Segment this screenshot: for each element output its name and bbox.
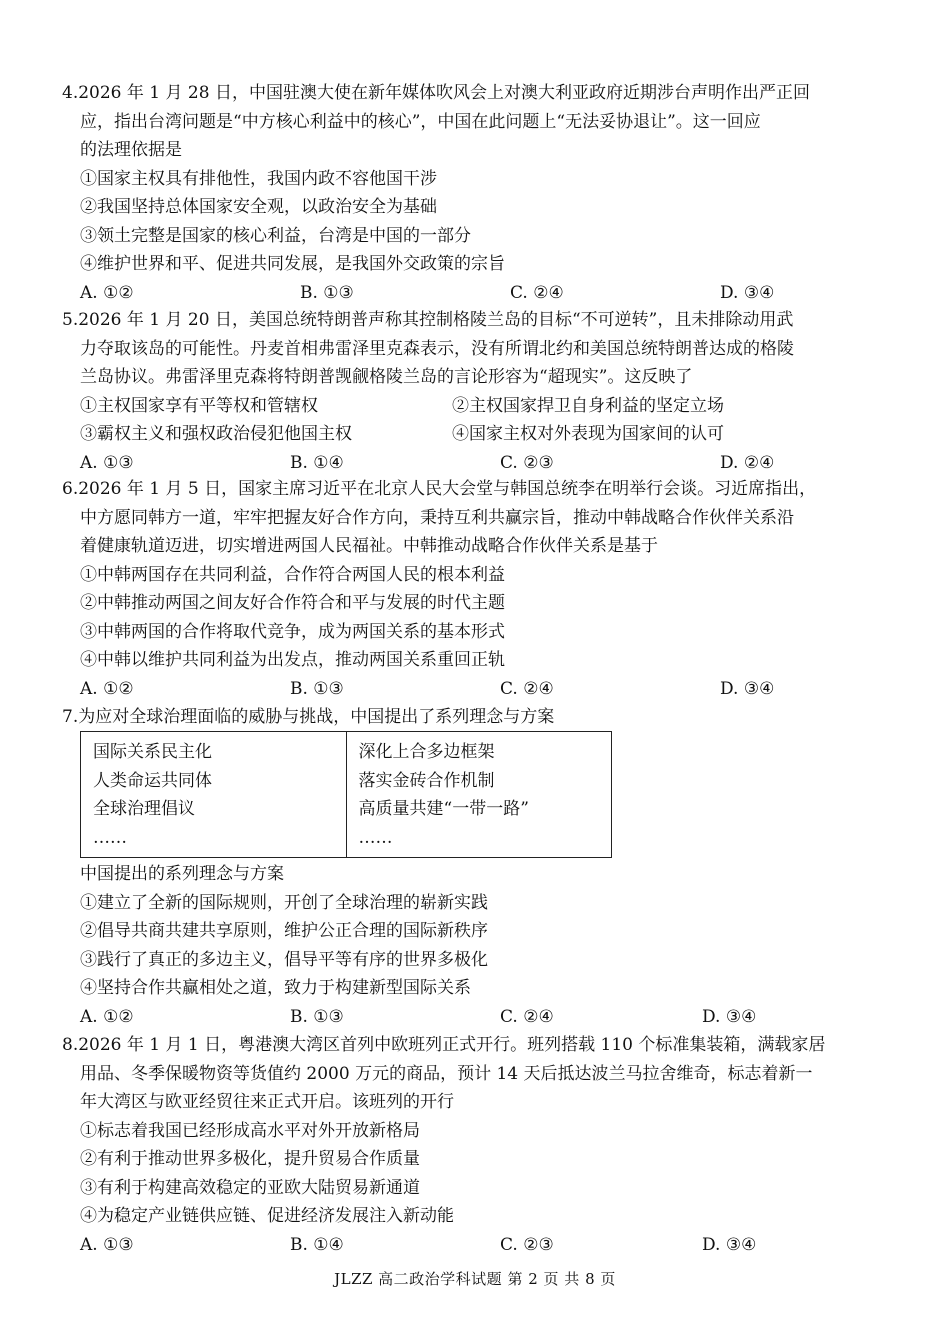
q4-stem-line: 应，指出台湾问题是“中方核心利益中的核心”，中国在此问题上“无法妥协退让”。这一回应: [80, 111, 761, 132]
q5-stem-line: 力夺取该岛的可能性。丹麦首相弗雷泽里克森表示，没有所谓北约和美国总统特朗普达成的格陵: [80, 338, 794, 359]
question-4: [62, 79, 892, 307]
q4-stem-line: 4.2026 年 1 月 28 日，中国驻澳大使在新年媒体吹风会上对澳大利亚政府近期涉台声明作出严正回: [62, 83, 810, 103]
q5-item: ④国家主权对外表现为国家间的认可: [452, 424, 724, 444]
q6-stem-line: 6.2026 年 1 月 5 日，国家主席习近平在北京人民大会堂与韩国总统李在明举行会谈。习近席指出，: [62, 479, 817, 499]
q4-option-a[interactable]: A. ①②: [80, 282, 134, 303]
q7-item: ②倡导共商共建共享原则，维护公正合理的国际新秩序: [80, 921, 488, 941]
q4-option-c[interactable]: C. ②④: [510, 282, 564, 303]
q8-stem-line: 用品、冬季保暖物资等货值约 2000 万元的商品，预计 14 天后抵达波兰马拉舍维奇，标志着新一: [80, 1063, 813, 1084]
q5-option-d[interactable]: D. ②④: [720, 452, 775, 473]
q7-stem: 7.为应对全球治理面临的威胁与挑战，中国提出了系列理念与方案: [62, 707, 555, 727]
question-7: [62, 703, 892, 732]
q6-stem-line: 中方愿同韩方一道，牢牢把握友好合作方向，秉持互利共赢宗旨，推动中韩战略合作伙伴关系沿: [80, 507, 794, 528]
q8-option-a[interactable]: A. ①③: [80, 1234, 134, 1255]
q4-option-b[interactable]: B. ①③: [300, 282, 354, 303]
q6-item: ④中韩以维护共同利益为出发点，推动两国关系重回正轨: [80, 650, 505, 670]
q4-option-d[interactable]: D. ③④: [720, 282, 775, 303]
q4-stem-line: 的法理依据是: [80, 140, 182, 160]
table-cell: 高质量共建“一带一路”: [358, 799, 529, 819]
q8-stem-line: 年大湾区与欧亚经贸往来正式开启。该班列的开行: [80, 1092, 454, 1112]
q7-table-right-column: [346, 732, 612, 857]
question-7-body: [62, 860, 892, 1031]
q7-concept-table: [80, 731, 612, 858]
q6-options: [62, 675, 892, 704]
q8-item: ③有利于构建高效稳定的亚欧大陆贸易新通道: [80, 1177, 420, 1198]
q8-options: [62, 1231, 892, 1260]
table-cell: ……: [358, 827, 393, 848]
q5-item: ①主权国家享有平等权和管辖权: [80, 395, 318, 416]
table-cell: 国际关系民主化: [93, 742, 212, 762]
q8-item: ①标志着我国已经形成高水平对外开放新格局: [80, 1120, 420, 1141]
question-5: [62, 306, 892, 477]
q7-option-d[interactable]: D. ③④: [702, 1006, 757, 1027]
q8-option-c[interactable]: C. ②③: [500, 1234, 554, 1255]
q4-options: [62, 279, 892, 308]
q5-options: [62, 449, 892, 478]
q4-item: ①国家主权具有排他性，我国内政不容他国干涉: [80, 168, 437, 189]
q5-stem-line: 5.2026 年 1 月 20 日，美国总统特朗普声称其控制格陵兰岛的目标“不可逆转”，且未排除动用武: [62, 310, 794, 330]
q8-stem-line: 8.2026 年 1 月 1 日，粤港澳大湾区首列中欧班列正式开行。班列搭载 110 个标准集装箱，满载家居: [62, 1035, 826, 1055]
q7-options: [62, 1003, 892, 1032]
q5-option-c[interactable]: C. ②③: [500, 452, 554, 473]
q8-option-b[interactable]: B. ①④: [290, 1234, 344, 1255]
q4-item: ②我国坚持总体国家安全观，以政治安全为基础: [80, 197, 437, 217]
table-cell: 深化上合多边框架: [358, 742, 495, 762]
table-cell: 落实金砖合作机制: [358, 770, 495, 791]
q7-item: ④坚持合作共赢相处之道，致力于构建新型国际关系: [80, 978, 471, 998]
q7-option-b[interactable]: B. ①③: [290, 1006, 344, 1027]
q8-item: ④为稳定产业链供应链、促进经济发展注入新动能: [80, 1206, 454, 1226]
q5-option-a[interactable]: A. ①③: [80, 452, 134, 473]
q5-items-row: [62, 420, 892, 449]
q6-item: ①中韩两国存在共同利益，合作符合两国人民的根本利益: [80, 564, 505, 585]
q6-option-c[interactable]: C. ②④: [500, 678, 554, 699]
q7-option-c[interactable]: C. ②④: [500, 1006, 554, 1027]
question-6: [62, 475, 892, 703]
q5-item: ②主权国家捍卫自身利益的坚定立场: [452, 395, 724, 416]
page-footer: JLZZ 高二政治学科试题 第 2 页 共 8 页: [334, 1270, 616, 1288]
q5-item: ③霸权主义和强权政治侵犯他国主权: [80, 424, 352, 444]
q6-option-a[interactable]: A. ①②: [80, 678, 134, 699]
q5-option-b[interactable]: B. ①④: [290, 452, 344, 473]
q8-item: ②有利于推动世界多极化，提升贸易合作质量: [80, 1149, 420, 1169]
table-cell: ……: [93, 827, 127, 848]
q4-item: ③领土完整是国家的核心利益，台湾是中国的一部分: [80, 225, 471, 246]
q6-option-d[interactable]: D. ③④: [720, 678, 775, 699]
q4-item: ④维护世界和平、促进共同发展，是我国外交政策的宗旨: [80, 254, 505, 274]
q5-items-row: [62, 392, 892, 421]
q8-option-d[interactable]: D. ③④: [702, 1234, 757, 1255]
table-cell: 全球治理倡议: [93, 799, 195, 819]
q7-lead: 中国提出的系列理念与方案: [80, 864, 284, 884]
q6-option-b[interactable]: B. ①③: [290, 678, 344, 699]
q7-table-left-column: [81, 732, 346, 857]
q5-stem-line: 兰岛协议。弗雷泽里克森将特朗普觊觎格陵兰岛的言论形容为“超现实”。这反映了: [80, 367, 693, 387]
q6-stem-line: 着健康轨道迈进，切实增进两国人民福祉。中韩推动战略合作伙伴关系是基于: [80, 536, 658, 556]
question-8: [62, 1031, 892, 1259]
q7-item: ③践行了真正的多边主义，倡导平等有序的世界多极化: [80, 949, 488, 970]
table-cell: 人类命运共同体: [93, 770, 212, 791]
q7-option-a[interactable]: A. ①②: [80, 1006, 134, 1027]
q6-item: ②中韩推动两国之间友好合作符合和平与发展的时代主题: [80, 593, 505, 613]
q6-item: ③中韩两国的合作将取代竞争，成为两国关系的基本形式: [80, 621, 505, 642]
q7-item: ①建立了全新的国际规则，开创了全球治理的崭新实践: [80, 892, 488, 913]
